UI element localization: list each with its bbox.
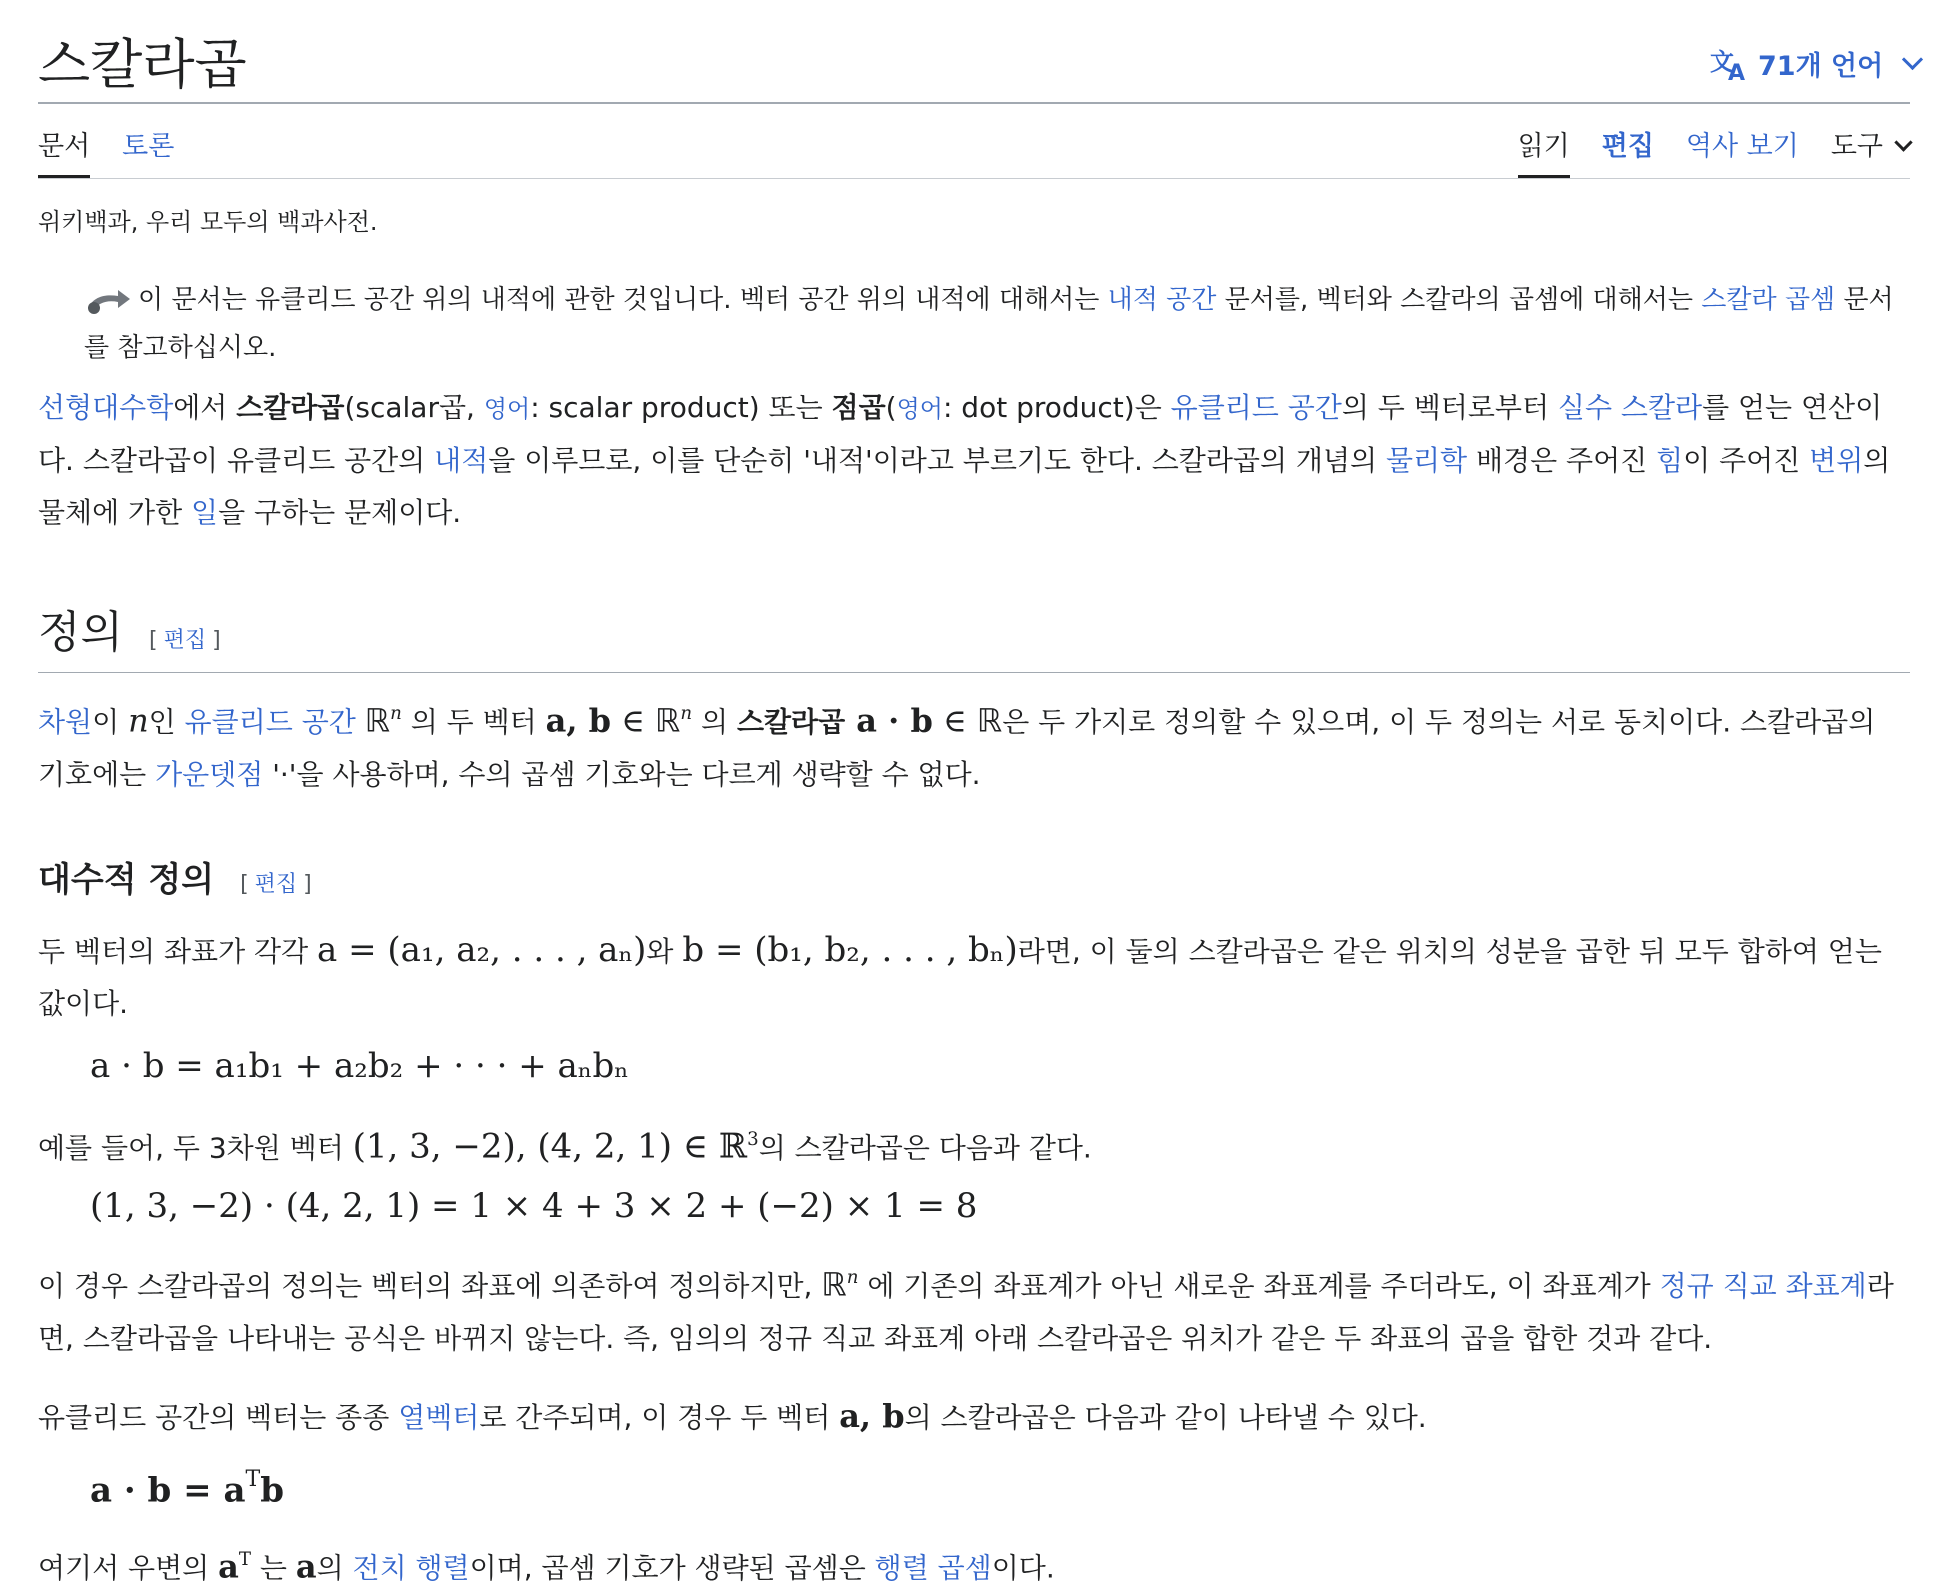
alg-text: 두 벡터의 좌표가 각각 [38, 935, 318, 968]
page-title: 스칼라곱 [38, 33, 247, 96]
math-in: ∈ [610, 701, 656, 740]
svg-text:文: 文 [1710, 47, 1734, 76]
bold-term: 점곱 [831, 391, 886, 424]
intro-text: 을 이루므로, 이를 단순히 '내적'이라고 부르기도 한다. 스칼라곱의 개념의 [488, 444, 1386, 477]
intro-text: 를 얻는 연산이다. 스칼라곱이 유클리드 공간의 [38, 391, 1883, 477]
formula-transpose [90, 1466, 284, 1510]
tab-article[interactable]: 문서 [38, 124, 90, 179]
link-scalar-multiplication[interactable]: 스칼라 곱셈 [1701, 285, 1836, 315]
formula-dot-product-sum: a · b = a₁b₁ + a₂b₂ + · · · + aₙbₙ [90, 1046, 629, 1086]
math-sup-n: n [390, 703, 402, 724]
def-text: 이 [92, 705, 129, 739]
alg-text: 에 기존의 좌표계가 아닌 새로운 좌표계를 주더라도, 이 좌표계가 [858, 1269, 1660, 1303]
alg-text: 의 [316, 1551, 353, 1585]
tab-read[interactable]: 읽기 [1518, 124, 1570, 179]
algebraic-paragraph-2 [38, 1114, 1910, 1175]
math-real: ℝ [976, 701, 1003, 740]
math-real-space: ℝ [655, 701, 681, 740]
link-real-scalar[interactable]: 실수 스칼라 [1557, 391, 1703, 424]
def-text: 인 [148, 705, 185, 739]
hatnote [84, 276, 1910, 372]
algebraic-paragraph-5 [38, 1534, 1910, 1595]
math-ab: a, b [545, 701, 611, 740]
intro-paragraph [38, 382, 1910, 539]
alg-text: 이 경우 스칼라곱의 정의는 벡터의 좌표에 의존하여 정의하지만, [38, 1269, 822, 1303]
heading-text: 대수적 정의 [38, 860, 215, 900]
intro-text: 이 주어진 [1683, 444, 1810, 477]
def-text: 의 두 벡터 [401, 705, 546, 739]
tools-label: 도구 [1830, 131, 1883, 162]
math-sup-n: n [680, 703, 693, 724]
math-example-vectors: (1, 3, −2), (4, 2, 1) ∈ ℝ [352, 1126, 748, 1167]
link-english[interactable]: 영어 [483, 395, 531, 423]
alg-text: 라면, 이 둘의 스칼라곱은 같은 위치의 성분을 곱한 뒤 모두 합하여 얻는 값이다. [38, 935, 1882, 1020]
math-n: n [128, 701, 149, 740]
bold-term: 스칼라곱 [236, 391, 345, 424]
intro-text: ( [885, 391, 897, 424]
tagline: 위키백과, 우리 모두의 백과사전. [38, 208, 378, 236]
intro-text: 의 물체에 가한 [38, 444, 1891, 529]
alg-text: 는 [250, 1551, 296, 1585]
formula-main: a · b = a [90, 1470, 246, 1511]
link-transpose[interactable]: 전치 행렬 [352, 1551, 470, 1585]
intro-text: 을 구하는 문제이다. [218, 496, 462, 529]
heading-text: 정의 [38, 607, 124, 658]
formula-end: b [260, 1470, 285, 1511]
math-sup-T: T [238, 1549, 251, 1570]
link-interpunct[interactable]: 가운뎃점 [155, 757, 264, 791]
tab-tools[interactable] [1831, 124, 1910, 179]
math-real-space: ℝ [821, 1265, 847, 1304]
math-real-space: ℝ [364, 701, 391, 740]
algebraic-paragraph-1 [38, 924, 1910, 1030]
link-dimension[interactable]: 차원 [38, 705, 93, 739]
view-tabs [1518, 124, 1910, 179]
math-a: a [218, 1547, 239, 1586]
edit-section: [ 편집 ] [149, 628, 221, 653]
alg-text: 라면, 스칼라곱을 나타내는 공식은 바뀌지 않는다. 즉, 임의의 정규 직교 좌표계 아래 스칼라곱은 위치가 같은 두 좌표의 곱을 합한 것과 같다. [38, 1269, 1894, 1355]
def-text: 은 두 가지로 정의할 수 있으며, 이 두 정의는 서로 동치이다. 스칼라곱의 기호에는 [38, 705, 1876, 791]
alg-text: 의 스칼라곱은 다음과 같다. [758, 1131, 1092, 1165]
section-heading-definition [38, 596, 221, 660]
intro-text: (scalar곱, [344, 391, 484, 424]
chevron-down-icon [1902, 49, 1923, 70]
alg-text: 와 [646, 935, 683, 968]
link-english[interactable]: 영어 [896, 395, 943, 423]
math-vector-a: a = (a₁, a₂, . . . , aₙ) [317, 930, 647, 970]
math-a: a [295, 1547, 317, 1586]
translate-icon [1710, 46, 1748, 82]
tab-talk[interactable]: 토론 [122, 131, 175, 162]
intro-text: 배경은 주어진 [1467, 444, 1657, 477]
hatnote-text-3: 문서를 참고하십시오. [84, 285, 1894, 363]
alg-text: 이다. [991, 1551, 1055, 1585]
algebraic-paragraph-4 [38, 1390, 1910, 1444]
disambiguation-arrow-icon [84, 286, 132, 316]
link-matrix-multiplication[interactable]: 행렬 곱셈 [874, 1551, 992, 1585]
edit-section-link[interactable]: 편집 [254, 872, 298, 897]
link-force[interactable]: 힘 [1656, 444, 1684, 477]
formula-example: (1, 3, −2) · (4, 2, 1) = 1 × 4 + 3 × 2 + (−2) × 1 = 8 [90, 1186, 978, 1226]
section-heading-algebraic [38, 852, 312, 901]
section-divider [38, 672, 1910, 673]
link-displacement[interactable]: 변위 [1809, 444, 1864, 477]
link-orthonormal-basis[interactable]: 정규 직교 좌표계 [1659, 1269, 1867, 1303]
alg-text: 예를 들어, 두 3차원 벡터 [38, 1131, 353, 1165]
alg-text: 유클리드 공간의 벡터는 종종 [38, 1401, 399, 1434]
bold-term: 스칼라곱 [736, 705, 846, 739]
tab-history[interactable]: 역사 보기 [1685, 131, 1799, 162]
link-euclidean-space[interactable]: 유클리드 공간 [184, 705, 356, 739]
title-divider [38, 102, 1910, 104]
language-count: 71개 언어 [1758, 51, 1884, 82]
hatnote-text-2: 문서를, 벡터와 스칼라의 곱셈에 대해서는 [1216, 285, 1702, 315]
chevron-down-icon [1894, 133, 1912, 151]
link-inner-product-space[interactable]: 내적 공간 [1107, 285, 1217, 315]
alg-text: 의 스칼라곱은 다음과 같이 나타낼 수 있다. [904, 1401, 1427, 1434]
math-a-dot-b: a · b [845, 701, 933, 740]
def-text: 의 [692, 705, 737, 739]
math-in: ∈ [932, 701, 977, 740]
intro-text: 에서 [173, 391, 237, 424]
formula-sup-T: T [245, 1466, 261, 1492]
link-column-vector[interactable]: 열벡터 [398, 1401, 480, 1434]
edit-section-link[interactable]: 편집 [163, 628, 207, 653]
def-text: '·'을 사용하며, 수의 곱셈 기호와는 다르게 생략할 수 없다. [263, 757, 981, 791]
link-inner-product[interactable]: 내적 [434, 444, 489, 477]
definition-paragraph [38, 688, 1910, 801]
math-ab: a, b [839, 1397, 905, 1435]
link-physics[interactable]: 물리학 [1385, 444, 1468, 477]
math-vector-b: b = (b₁, b₂, . . . , bₙ) [682, 930, 1018, 970]
tabs-divider [38, 178, 1910, 179]
link-linear-algebra[interactable]: 선형대수학 [38, 391, 174, 424]
intro-text: 의 두 벡터로부터 [1341, 391, 1558, 424]
language-button[interactable] [1710, 44, 1920, 83]
algebraic-paragraph-3 [38, 1252, 1910, 1365]
hatnote-text-1: 이 문서는 유클리드 공간 위의 내적에 관한 것입니다. 벡터 공간 위의 내적에 대해서는 [138, 285, 1108, 315]
alg-text: 이며, 곱셈 기호가 생략된 곱셈은 [469, 1551, 875, 1585]
link-euclidean-space[interactable]: 유클리드 공간 [1170, 391, 1342, 424]
link-work[interactable]: 일 [191, 496, 219, 529]
math-sup-3: 3 [747, 1129, 759, 1150]
intro-text: : dot product)은 [942, 391, 1171, 424]
svg-text:A: A [1728, 60, 1746, 82]
tab-edit[interactable]: 편집 [1601, 131, 1654, 162]
alg-text: 로 간주되며, 이 경우 두 벡터 [479, 1401, 840, 1434]
intro-text: : scalar product) 또는 [530, 391, 832, 424]
alg-text: 여기서 우변의 [38, 1551, 219, 1585]
edit-section: [ 편집 ] [240, 872, 312, 897]
math-sup-n: n [846, 1267, 859, 1288]
namespace-tabs [38, 124, 174, 179]
